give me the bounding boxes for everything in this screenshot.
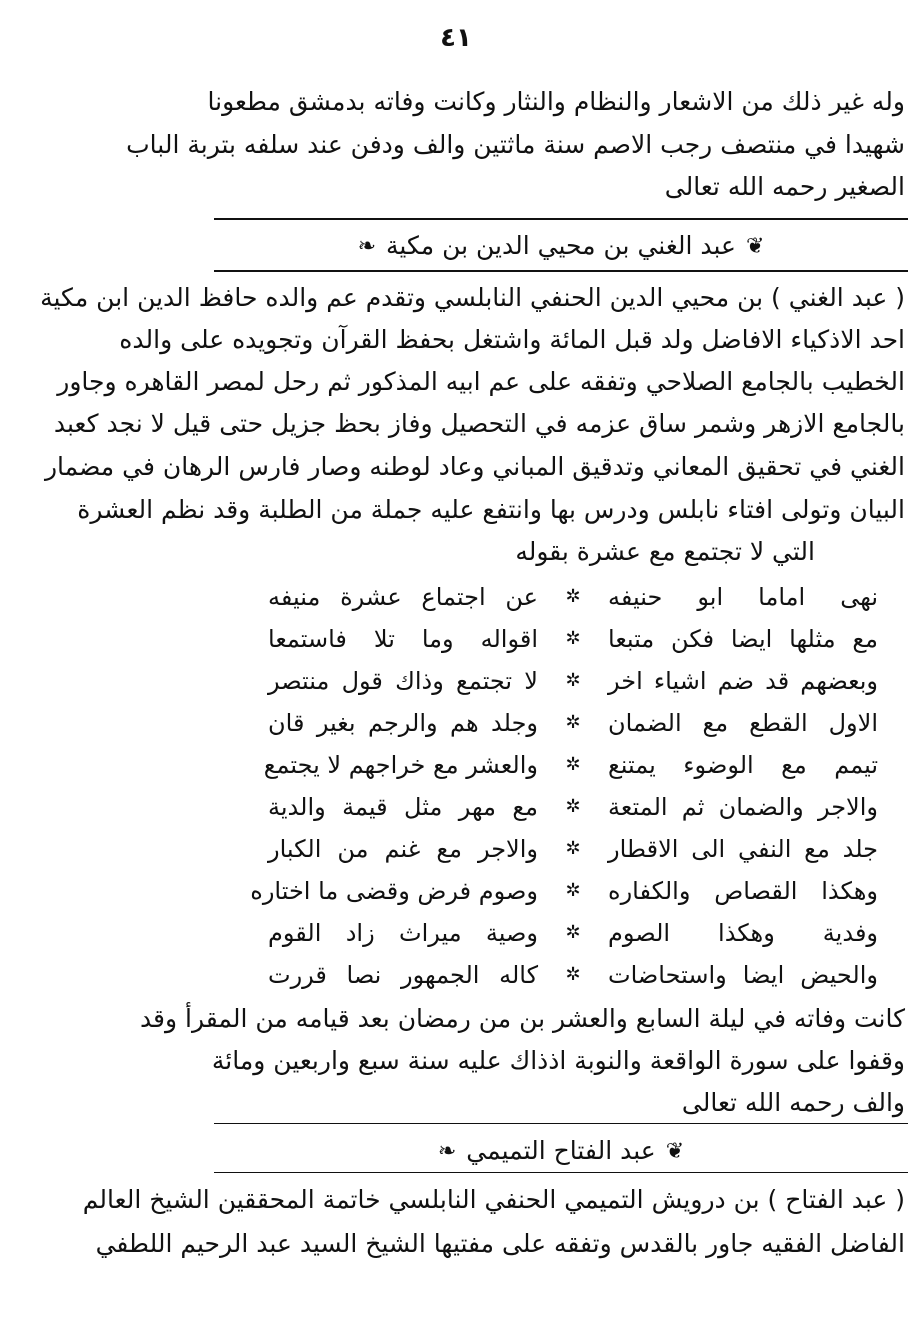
section-divider xyxy=(214,218,908,220)
verse-hemistich-first: والاجر والضمان ثم المتعة xyxy=(608,793,878,821)
ornament-icon: ❦ xyxy=(745,234,765,259)
verse-hemistich-first: الاول القطع مع الضمان xyxy=(608,709,878,737)
paragraph-line: كانت وفاته في ليلة السابع والعشر بن من رمضان بعد قيامه من المقرأ وقد xyxy=(139,1004,905,1033)
verse-separator-icon: ✲ xyxy=(565,922,581,943)
paragraph-line: الخطيب بالجامع الصلاحي وتفقه على عم ابيه المذكور ثم رحل لمصر القاهره وجاور xyxy=(57,367,905,396)
paragraph-line: الفاضل الفقيه جاور بالقدس وتفقه على مفتيها الشيخ السيد عبد الرحيم اللطفي xyxy=(95,1229,905,1258)
biography-heading-title: عبد الغني بن محيي الدين بن مكية xyxy=(386,231,736,260)
verse-separator-icon: ✲ xyxy=(565,838,581,859)
verse-hemistich-second: والاجر مع غنم من الكبار xyxy=(268,835,538,863)
verse-line xyxy=(268,619,878,659)
verse-hemistich-first: تيمم مع الوضوء يمتنع xyxy=(608,751,878,779)
section-divider xyxy=(214,1123,908,1124)
verse-line xyxy=(268,955,878,995)
verse-hemistich-second: لا تجتمع وذاك قول منتصر xyxy=(268,667,538,695)
verse-hemistich-first: والحيض ايضا واستحاضات xyxy=(608,961,878,989)
verse-separator-icon: ✲ xyxy=(565,670,581,691)
verse-line xyxy=(268,913,878,953)
verse-line xyxy=(268,829,878,869)
paragraph-line: ( عبد الغني ) بن محيي الدين الحنفي النابلسي وتقدم عم والده حافظ الدين ابن مكية xyxy=(40,283,905,312)
paragraph-line: وقفوا على سورة الواقعة والنوبة اذذاك عليه سنة سبع واربعين ومائة xyxy=(211,1046,905,1075)
verse-hemistich-first: وهكذا القصاص والكفاره xyxy=(608,877,878,905)
paragraph-line: الغني في تحقيق المعاني وتدقيق المباني وعاد لوطنه وصار فارس الرهان في مضمار xyxy=(44,452,905,481)
verse-line xyxy=(250,871,878,911)
section-divider xyxy=(214,1172,908,1173)
paragraph-line: بالجامع الازهر وشمر ساق عزمه في التحصيل وفاز بحظ جزيل حتى قيل لا نجد كعبد xyxy=(53,409,905,438)
verse-separator-icon: ✲ xyxy=(565,628,581,649)
biography-heading-title: عبد الفتاح التميمي xyxy=(466,1136,656,1165)
paragraph-line: والف رحمه الله تعالى xyxy=(681,1088,905,1117)
verse-hemistich-second: اقواله وما تلا فاستمعا xyxy=(268,625,538,653)
paragraph-line: وله غير ذلك من الاشعار والنظام والنثار وكانت وفاته بدمشق مطعونا xyxy=(207,87,905,116)
verse-line xyxy=(268,661,878,701)
verse-hemistich-second: عن اجتماع عشرة منيفه xyxy=(268,583,538,611)
verse-hemistich-second: والعشر مع خراجهم لا يجتمع xyxy=(263,751,538,779)
ornament-icon: ❦ xyxy=(665,1139,685,1164)
verse-hemistich-second: وصوم فرض وقضى ما اختاره xyxy=(250,877,538,905)
verse-hemistich-first: مع مثلها ايضا فكن متبعا xyxy=(608,625,878,653)
biography-heading xyxy=(214,226,908,266)
page-number: ٤١ xyxy=(440,23,472,53)
verse-line xyxy=(263,745,878,785)
paragraph-line: البيان وتولى افتاء نابلس ودرس بها وانتفع عليه جملة من الطلبة وقد نظم العشرة xyxy=(77,495,905,524)
verse-separator-icon: ✲ xyxy=(565,964,581,985)
verse-line xyxy=(268,703,878,743)
verse-hemistich-first: نهى اماما ابو حنيفه xyxy=(608,583,878,611)
biography-heading xyxy=(214,1131,908,1171)
paragraph-line: ( عبد الفتاح ) بن درويش التميمي الحنفي النابلسي خاتمة المحققين الشيخ العالم xyxy=(82,1185,905,1214)
verse-hemistich-second: كاله الجمهور نصا قررت xyxy=(268,961,538,989)
verse-hemistich-second: وجلد هم والرجم بغير قان xyxy=(268,709,538,737)
verse-hemistich-first: وبعضهم قد ضم اشياء اخر xyxy=(608,667,878,695)
verse-separator-icon: ✲ xyxy=(565,796,581,817)
verse-line xyxy=(268,577,878,617)
paragraph-line: الصغير رحمه الله تعالى xyxy=(664,172,905,201)
verse-hemistich-second: مع مهر مثل قيمة والدية xyxy=(268,793,538,821)
verse-separator-icon: ✲ xyxy=(565,586,581,607)
paragraph-line: شهيدا في منتصف رجب الاصم سنة ماثتين والف ودفن عند سلفه بتربة الباب xyxy=(126,130,905,159)
paragraph-line: احد الاذكياء الافاضل ولد قبل المائة واشتغل بحفظ القرآن وتجويده على والده xyxy=(119,325,905,354)
ornament-icon: ❧ xyxy=(437,1139,457,1164)
section-divider xyxy=(214,270,908,272)
paragraph-line: التي لا تجتمع مع عشرة بقوله xyxy=(515,537,815,566)
verse-separator-icon: ✲ xyxy=(565,754,581,775)
verse-hemistich-first: وفدية وهكذا الصوم xyxy=(608,919,878,947)
ornament-icon: ❧ xyxy=(357,234,376,259)
verse-separator-icon: ✲ xyxy=(565,880,581,901)
verse-line xyxy=(268,787,878,827)
verse-hemistich-first: جلد مع النفي الى الاقطار xyxy=(608,835,878,863)
verse-hemistich-second: وصية ميراث زاد القوم xyxy=(268,919,538,947)
verse-separator-icon: ✲ xyxy=(565,712,581,733)
